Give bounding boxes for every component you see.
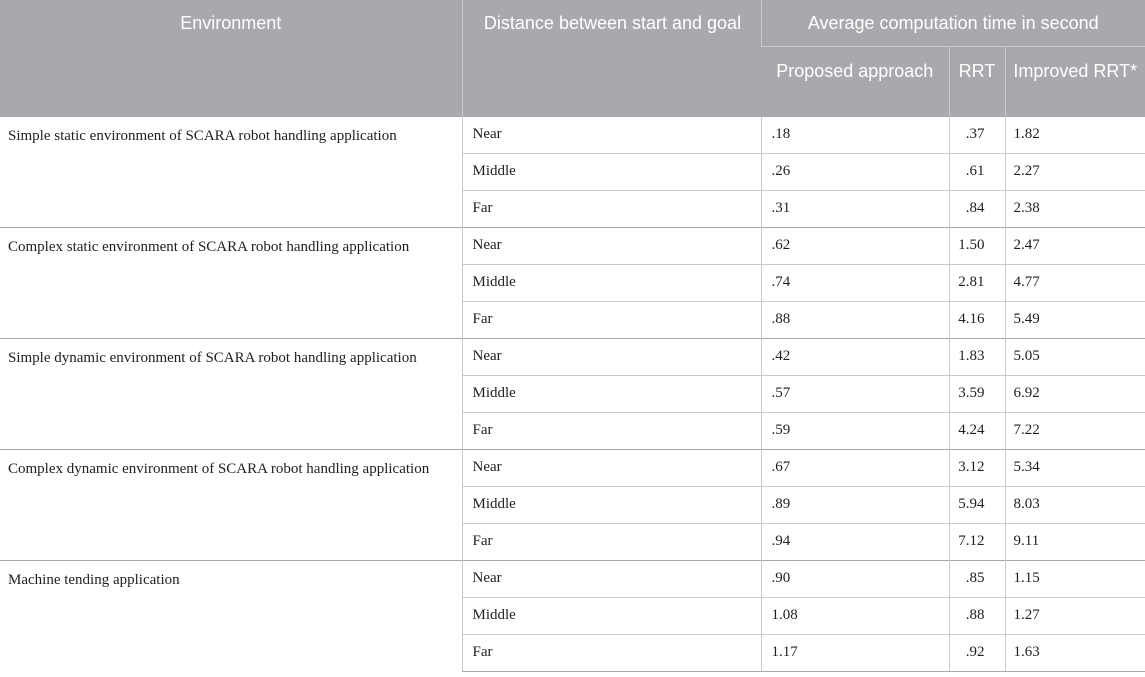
proposed-approach-cell: .42 — [761, 338, 949, 375]
improved-rrt-cell: 6.92 — [1005, 375, 1145, 412]
rrt-cell: .92 — [949, 634, 1005, 671]
proposed-approach-cell: .89 — [761, 486, 949, 523]
distance-cell: Near — [462, 449, 761, 486]
improved-rrt-cell: 1.15 — [1005, 560, 1145, 597]
distance-cell: Far — [462, 634, 761, 671]
improved-rrt-cell: 9.11 — [1005, 523, 1145, 560]
environment-cell: Machine tending application — [0, 560, 462, 671]
improved-rrt-cell: 2.27 — [1005, 153, 1145, 190]
distance-cell: Near — [462, 338, 761, 375]
proposed-approach-cell: 1.08 — [761, 597, 949, 634]
rrt-cell: 4.16 — [949, 301, 1005, 338]
table-row — [0, 227, 1145, 264]
distance-cell: Middle — [462, 264, 761, 301]
distance-cell: Middle — [462, 375, 761, 412]
rrt-cell: 2.81 — [949, 264, 1005, 301]
proposed-approach-cell: .18 — [761, 116, 949, 153]
proposed-approach-cell: .94 — [761, 523, 949, 560]
table-body — [0, 116, 1145, 671]
proposed-approach-cell: .88 — [761, 301, 949, 338]
proposed-approach-cell: 1.17 — [761, 634, 949, 671]
header-rrt: RRT — [949, 46, 1005, 116]
distance-cell: Near — [462, 560, 761, 597]
rrt-cell: 3.59 — [949, 375, 1005, 412]
distance-cell: Far — [462, 190, 761, 227]
environment-cell: Simple dynamic environment of SCARA robot handling application — [0, 338, 462, 449]
distance-cell: Middle — [462, 597, 761, 634]
table-row — [0, 338, 1145, 375]
improved-rrt-cell: 4.77 — [1005, 264, 1145, 301]
improved-rrt-cell: 5.34 — [1005, 449, 1145, 486]
proposed-approach-cell: .74 — [761, 264, 949, 301]
proposed-approach-cell: .31 — [761, 190, 949, 227]
improved-rrt-cell: 2.38 — [1005, 190, 1145, 227]
rrt-cell: 7.12 — [949, 523, 1005, 560]
distance-cell: Near — [462, 227, 761, 264]
improved-rrt-cell: 1.27 — [1005, 597, 1145, 634]
proposed-approach-cell: .90 — [761, 560, 949, 597]
rrt-cell: .85 — [949, 560, 1005, 597]
rrt-cell: 1.50 — [949, 227, 1005, 264]
improved-rrt-cell: 5.05 — [1005, 338, 1145, 375]
rrt-cell: 4.24 — [949, 412, 1005, 449]
environment-cell: Complex dynamic environment of SCARA robot handling application — [0, 449, 462, 560]
rrt-cell: .84 — [949, 190, 1005, 227]
distance-cell: Middle — [462, 486, 761, 523]
table-row — [0, 560, 1145, 597]
header-improved-rrt: Improved RRT* — [1005, 46, 1145, 116]
rrt-cell: .37 — [949, 116, 1005, 153]
rrt-cell: .88 — [949, 597, 1005, 634]
environment-cell: Complex static environment of SCARA robot handling application — [0, 227, 462, 338]
distance-cell: Far — [462, 523, 761, 560]
header-environment: Environment — [0, 0, 462, 116]
improved-rrt-cell: 1.82 — [1005, 116, 1145, 153]
improved-rrt-cell: 2.47 — [1005, 227, 1145, 264]
header-proposed-approach: Proposed approach — [761, 46, 949, 116]
rrt-cell: 3.12 — [949, 449, 1005, 486]
distance-cell: Far — [462, 301, 761, 338]
rrt-cell: 1.83 — [949, 338, 1005, 375]
table-header — [0, 0, 1145, 116]
proposed-approach-cell: .59 — [761, 412, 949, 449]
distance-cell: Middle — [462, 153, 761, 190]
proposed-approach-cell: .62 — [761, 227, 949, 264]
improved-rrt-cell: 1.63 — [1005, 634, 1145, 671]
rrt-cell: 5.94 — [949, 486, 1005, 523]
proposed-approach-cell: .57 — [761, 375, 949, 412]
proposed-approach-cell: .26 — [761, 153, 949, 190]
distance-cell: Near — [462, 116, 761, 153]
table-row — [0, 116, 1145, 153]
table-row — [0, 449, 1145, 486]
header-average-time: Average computation time in second — [761, 0, 1145, 46]
improved-rrt-cell: 8.03 — [1005, 486, 1145, 523]
improved-rrt-cell: 7.22 — [1005, 412, 1145, 449]
distance-cell: Far — [462, 412, 761, 449]
header-distance: Distance between start and goal — [462, 0, 761, 116]
proposed-approach-cell: .67 — [761, 449, 949, 486]
improved-rrt-cell: 5.49 — [1005, 301, 1145, 338]
environment-cell: Simple static environment of SCARA robot handling application — [0, 116, 462, 227]
rrt-cell: .61 — [949, 153, 1005, 190]
